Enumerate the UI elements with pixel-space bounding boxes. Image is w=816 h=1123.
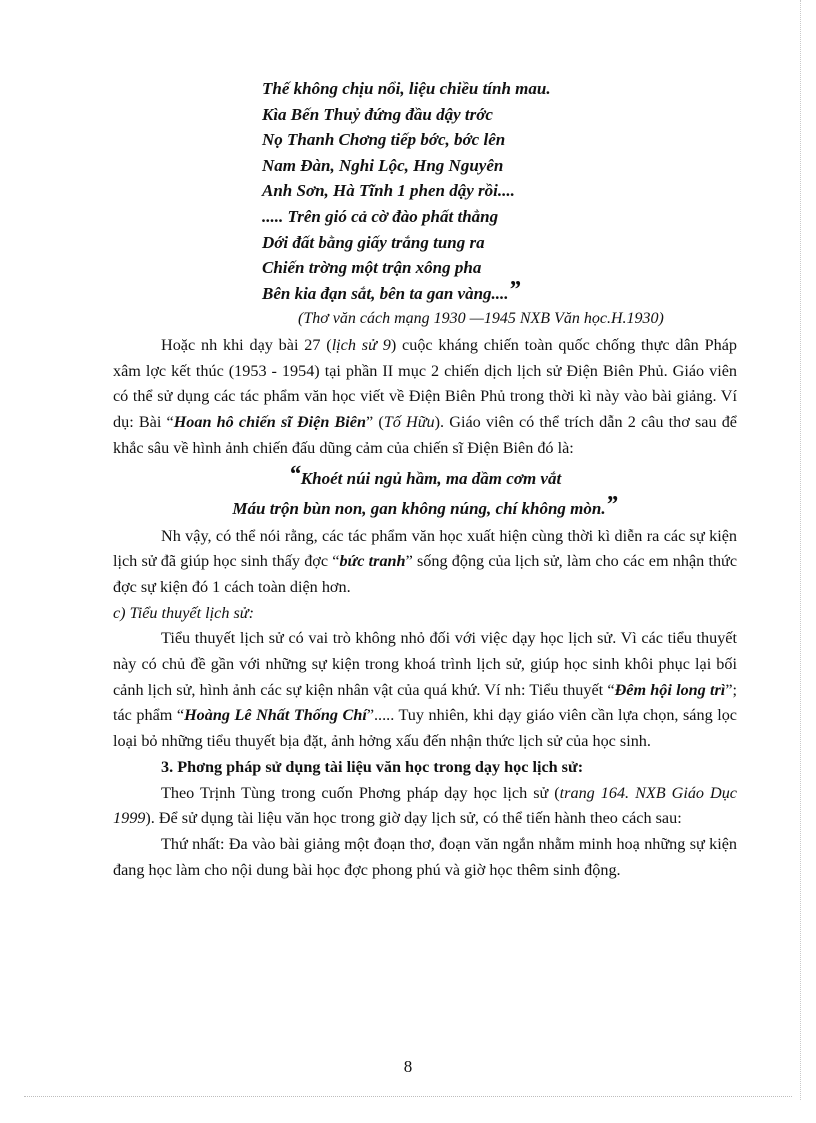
quote-line-2: [113, 491, 737, 524]
paragraph: [113, 781, 737, 832]
quote-line-1: [113, 461, 737, 494]
footer-rule: [24, 1096, 792, 1097]
quote-text: Máu trộn bùn non, gan không núng, chí không mòn.: [232, 498, 606, 518]
work-title: Hoàng Lê Nhất Thống Chí: [184, 706, 367, 725]
poem-citation: (Thơ văn cách mạng 1930 —1945 NXB Văn học.H.1930): [298, 310, 664, 327]
work-title: Đêm hội long trì: [614, 680, 726, 699]
poem-line: Dới đất bằng giấy trắng tung ra: [262, 232, 485, 252]
poem-excerpt: [262, 76, 742, 306]
page-number: 8: [403, 1057, 413, 1076]
poem-last-text: Bên kia đạn sắt, bên ta gan vàng....: [262, 283, 509, 303]
text-run: ). Giáo viên có thể trích dẫn 2 câu thơ sau để khắc sâu về hình ảnh chiến đấu dũng cảm của chiến sĩ Điện Biên đó là:: [113, 413, 737, 457]
poem-line: ..... Trên gió cả cờ đào phất thẳng: [262, 206, 499, 226]
open-quote: “: [288, 461, 301, 488]
poem-line: [262, 276, 742, 307]
text-run: Theo Trịnh Tùng trong cuốn Phơng pháp dạy học lịch sử (: [161, 783, 560, 802]
poem-line: Chiến trờng một trận xông pha: [262, 258, 482, 278]
subheading: c) Tiểu thuyết lịch sử:: [113, 603, 254, 622]
poem-line: Nọ Thanh Chơng tiếp bớc, bớc lên: [262, 130, 506, 150]
text-run: Hoặc nh khi dạy bài 27 (: [161, 336, 332, 354]
text-run: ” sống động của lịch sử, làm cho các em nhận thức đợc sự kiện đó 1 cách toàn diện hơn.: [113, 552, 738, 596]
text-run-italic: lịch sử 9: [331, 336, 391, 354]
page-edge-rule: [800, 0, 801, 1100]
paragraph: [113, 626, 737, 755]
text-run: Nh vậy, có thể nói rằng, các tác phẩm văn học xuất hiện cùng thời kì diễn ra các sự kiện lịch sử đã giúp học sinh thấy đợc “: [113, 526, 737, 571]
poem-line: Anh Sơn, Hà Tĩnh 1 phen dậy rồi....: [262, 181, 515, 201]
poem-line: Thế không chịu nổi, liệu chiều tính mau.: [262, 79, 551, 98]
poem-line: Kìa Bến Thuỷ đứng đầu dậy trớc: [262, 104, 493, 124]
text-run: Tiểu thuyết lịch sử có vai trò không nhỏ đối với việc dạy học lịch sử. Vì các tiểu thuyết này có chủ đề gần với những sự kiện trong khoá trình lịch sử, giúp học sinh khôi phục lại bối cảnh lịch sử, hình ảnh các sự kiện nhân vật của quá khứ. Ví nh: Tiểu thuyết “: [113, 629, 737, 699]
work-title: Hoan hô chiến sĩ Điện Biên: [173, 413, 366, 432]
text-run: ”; tác phẩm “: [113, 680, 737, 725]
author-name: Tố Hữu: [383, 413, 435, 432]
paragraph: [113, 333, 737, 462]
emphasis: bức tranh: [339, 552, 406, 571]
quote-text: Khoét núi ngủ hầm, ma dầm cơm vắt: [300, 468, 562, 488]
text-run: ” (: [365, 413, 384, 432]
reference: trang 164. NXB Giáo Dục 1999: [113, 783, 737, 828]
poem-line: Nam Đàn, Nghi Lộc, Hng Nguyên: [262, 155, 504, 175]
close-quote: ”: [605, 491, 618, 518]
paragraph: [113, 524, 737, 601]
section-heading: 3. Phơng pháp sử dụng tài liệu văn học trong dạy học lịch sử:: [161, 757, 584, 776]
text-run: ) cuộc kháng chiến toàn quốc chống thực dân Pháp xâm lợc kết thúc (1953 - 1954) tại phần II mục 2 chiến dịch lịch sử Điện Biên Phủ. Giáo viên có thể sử dụng các tác phẩm văn học viết về Điện Biên Phủ trong thời kì này vào bài giảng. Ví dụ: Bài “: [113, 336, 737, 432]
text-run: ). Để sử dụng tài liệu văn học trong giờ dạy lịch sử, có thể tiến hành theo cách sau:: [145, 809, 682, 828]
text-run: ”..... Tuy nhiên, khi dạy giáo viên cần lựa chọn, sáng lọc loại bỏ những tiểu thuyết bịa đặt, ảnh hởng xấu đến nhận thức lịch sử của học sinh.: [113, 706, 737, 751]
poem-close-quote: ”: [508, 276, 521, 303]
paragraph: Thứ nhất: Đa vào bài giảng một đoạn thơ, đoạn văn ngắn nhằm minh hoạ những sự kiện đang học làm cho nội dung bài học đợc phong phú và giờ học thêm sinh động.: [113, 834, 737, 879]
document-body: [113, 333, 737, 883]
